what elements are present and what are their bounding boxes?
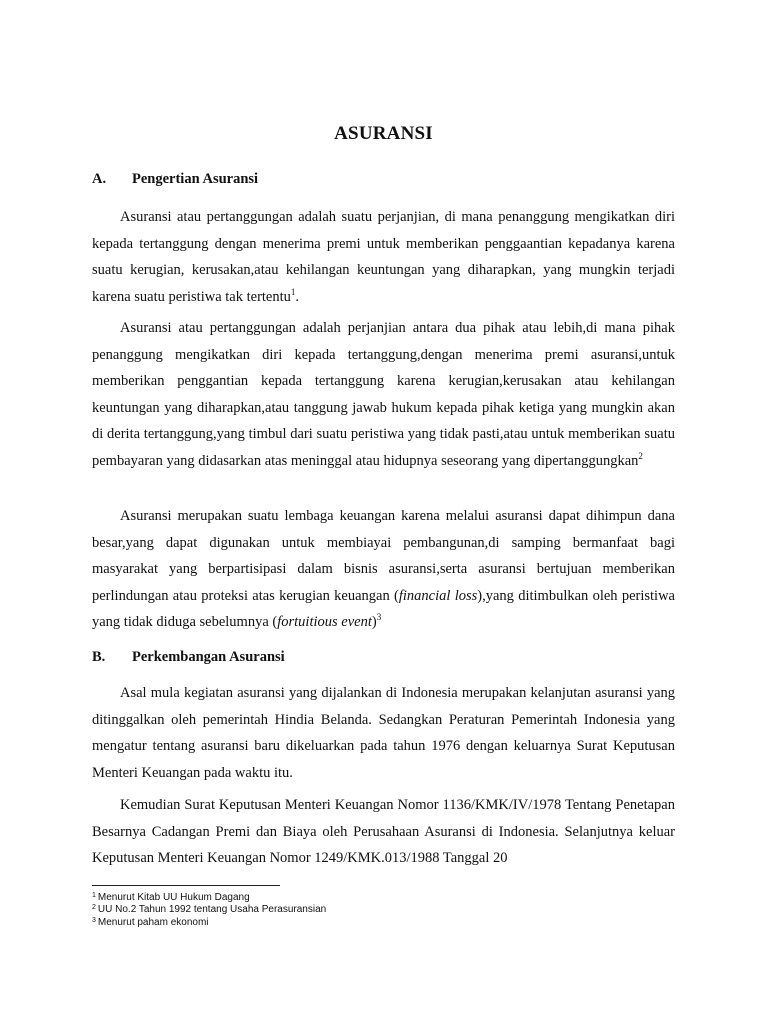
section-a-paragraph-1 [92, 204, 675, 310]
footnote-1 [92, 892, 326, 904]
italic-term: fortuitious event [277, 614, 372, 631]
footnote-number: 3 [92, 916, 96, 924]
footnote-number: 2 [92, 904, 96, 912]
footnotes [92, 892, 326, 929]
document-page [92, 0, 675, 1024]
paragraph-text: Asuransi merupakan suatu lembaga keuangan karena melalui asuransi dapat dihimpun dana besar,yang dapat digunakan untuk membiayai pembangunan,di samping bermanfaat bagi masyarakat yang berpartisipasi dalam bisnis asuransi,serta asuransi bertujuan memberikan perlindungan atau proteksi atas kerugian keuangan ( [92, 508, 675, 604]
footnote-ref: 3 [376, 612, 382, 623]
section-b-paragraph-1 [92, 680, 675, 786]
footnote-text: Menurut Kitab UU Hukum Dagang [97, 892, 250, 903]
section-a-paragraph-2 [92, 315, 675, 475]
section-a-heading [92, 171, 258, 188]
footnote-number: 1 [92, 892, 96, 899]
footnote-ref: 2 [638, 450, 643, 461]
paragraph-text: Asal mula kegiatan asuransi yang dijalankan di Indonesia merupakan kelanjutan asuransi yang ditinggalkan oleh pemerintah Hindia Belanda. Sedangkan Peraturan Pemerintah Indonesia yang mengatur tentang asuransi baru dikeluarkan pada tahun 1976 dengan keluarnya Surat Keputusan Menteri Keuangan pada waktu itu. [92, 685, 675, 781]
footnote-separator [92, 885, 280, 886]
footnote-ref: 1 [290, 286, 296, 297]
section-b-title: Perkembangan Asuransi [132, 649, 285, 665]
section-a-paragraph-3 [92, 503, 675, 636]
footnote-text: Menurut paham ekonomi [97, 916, 209, 928]
paragraph-text: Asuransi atau pertanggungan adalah perjanjian antara dua pihak atau lebih,di mana pihak penanggung mengikatkan diri kepada tertanggung,dengan menerima premi asuransi,untuk memberikan penggantian kepada tertanggung karena kerugian,kerusakan atau kehilangan keuntungan yang diharapkan,atau tanggung jawab hukum kepada pihak ketiga yang mungkin akan di derita tertanggung,yang timbul dari suatu peristiwa yang tidak pasti,atau untuk memberikan suatu pembayaran yang didasarkan atas meninggal atau hidupnya seseorang yang dipertanggungkan [92, 320, 675, 469]
italic-term: financial loss [398, 587, 478, 604]
section-a-title: Pengertian Asuransi [132, 171, 259, 187]
section-b-number: B. [92, 649, 106, 665]
footnote-text: UU No.2 Tahun 1992 tentang Usaha Perasuransian [97, 904, 327, 916]
footnote-3 [92, 917, 326, 929]
paragraph-text: ),yang ditimbulkan oleh peristiwa yang tidak diduga sebelumnya ( [92, 587, 675, 631]
footnote-2 [92, 904, 326, 916]
paragraph-text: Kemudian Surat Keputusan Menteri Keuangan Nomor 1136/KMK/IV/1978 Tentang Penetapan Besarnya Cadangan Premi dan Biaya oleh Perusahaan Asuransi di Indonesia. Selanjutnya keluar Keputusan Menteri Keuangan Nomor 1249/KMK.013/1988 Tanggal 20 [92, 797, 675, 867]
section-a-number: A. [92, 171, 107, 187]
document-title: ASURANSI [334, 123, 433, 144]
paragraph-text-end: . [295, 288, 300, 305]
section-b-heading [92, 649, 285, 666]
section-b-paragraph-2 [92, 792, 675, 872]
paragraph-text: Asuransi atau pertanggungan adalah suatu perjanjian, di mana penanggung mengikatkan diri kepada tertanggung dengan menerima premi untuk memberikan penggaantian kepadanya karena suatu kerugian, kerusakan,atau kehilangan keuntungan yang diharapkan, yang mungkin terjadi karena suatu peristiwa tak tertentu [92, 209, 675, 305]
paragraph-text: ) [371, 614, 377, 631]
